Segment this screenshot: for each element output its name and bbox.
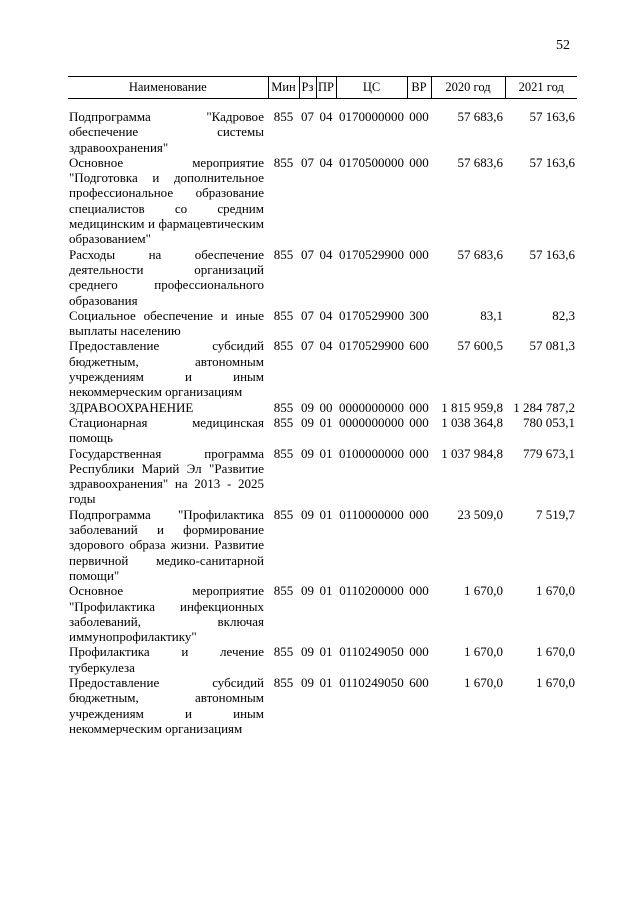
- row-vr: 000: [409, 154, 429, 170]
- row-min: 855: [273, 307, 294, 323]
- row-name: Предоставление субсидий бюджетным, автономным учреждениям и иным некоммерческим организациям: [69, 674, 264, 736]
- header-cs: ЦС: [336, 77, 407, 99]
- header-vr: ВР: [407, 77, 431, 99]
- row-cs: 0170529900: [339, 307, 404, 323]
- row-vr: 600: [409, 674, 429, 690]
- row-2021: 57 163,6: [529, 154, 575, 170]
- row-rz: 09: [301, 414, 314, 430]
- row-pr: 01: [319, 674, 333, 690]
- header-2021: 2021 год: [505, 77, 577, 99]
- row-pr: 04: [319, 109, 333, 124]
- row-2020: 1 815 959,8: [441, 399, 503, 415]
- row-pr: 04: [319, 246, 333, 262]
- page-number: 52: [556, 38, 570, 53]
- row-vr: 300: [409, 307, 429, 323]
- header-min: Мин: [268, 77, 299, 99]
- header-pr: ПР: [316, 77, 336, 99]
- row-min: 855: [273, 644, 294, 660]
- table-row: [68, 583, 577, 644]
- row-2020: 1 038 364,8: [441, 414, 503, 430]
- row-name: Предоставление субсидий бюджетным, автономным учреждениям и иным некоммерческим организациям: [69, 338, 264, 400]
- row-pr: 01: [319, 445, 333, 461]
- row-rz: 09: [301, 583, 314, 599]
- row-cs: 0000000000: [339, 399, 404, 415]
- row-2020: 1 670,0: [464, 674, 503, 690]
- row-cs: 0110200000: [339, 583, 404, 599]
- row-pr: 04: [319, 154, 333, 170]
- row-name: Основное мероприятие "Профилактика инфекционных заболеваний, включая иммунопрофилактику": [69, 583, 264, 645]
- table-row: [68, 415, 577, 446]
- table-row: [68, 338, 577, 399]
- row-pr: 01: [319, 644, 333, 660]
- row-vr: 000: [409, 506, 429, 522]
- row-2020: 1 670,0: [464, 644, 503, 660]
- row-2021: 7 519,7: [536, 506, 575, 522]
- row-rz: 09: [301, 506, 314, 522]
- table-row: [68, 644, 577, 675]
- row-2021: 57 163,6: [529, 246, 575, 262]
- row-2021: 57 163,6: [529, 109, 575, 124]
- row-cs: 0170529900: [339, 338, 404, 354]
- row-min: 855: [273, 399, 294, 415]
- row-pr: 01: [319, 583, 333, 599]
- row-cs: 0110249050: [339, 674, 404, 690]
- row-name: ЗДРАВООХРАНЕНИЕ: [69, 399, 194, 415]
- row-vr: 000: [409, 246, 429, 262]
- row-min: 855: [273, 414, 294, 430]
- row-cs: 0000000000: [339, 414, 404, 430]
- table-row: [68, 675, 577, 736]
- row-rz: 07: [301, 154, 314, 170]
- row-rz: 07: [301, 246, 314, 262]
- table-row: [68, 400, 577, 415]
- row-name: Профилактика и лечение туберкулеза: [69, 644, 264, 675]
- row-pr: 04: [319, 338, 333, 354]
- row-min: 855: [273, 674, 294, 690]
- row-cs: 0110249050: [339, 644, 404, 660]
- row-pr: 01: [319, 506, 333, 522]
- header-rz: Рз: [299, 77, 316, 99]
- row-min: 855: [273, 445, 294, 461]
- header-row: [68, 77, 577, 99]
- row-2020: 57 683,6: [457, 246, 503, 262]
- row-cs: 0100000000: [339, 445, 404, 461]
- row-pr: 01: [319, 414, 333, 430]
- row-cs: 0170500000: [339, 154, 404, 170]
- table-row: [68, 99, 577, 155]
- row-2021: 1 670,0: [536, 674, 575, 690]
- row-vr: 000: [409, 109, 429, 124]
- row-rz: 09: [301, 644, 314, 660]
- row-2021: 780 053,1: [523, 414, 575, 430]
- row-name: Стационарная медицинская помощь: [69, 414, 264, 446]
- row-2021: 57 081,3: [529, 338, 575, 354]
- row-2020: 57 683,6: [457, 109, 503, 124]
- row-2020: 1 037 984,8: [441, 445, 503, 461]
- row-cs: 0170529900: [339, 246, 404, 262]
- row-rz: 09: [301, 445, 314, 461]
- row-name: Подпрограмма "Профилактика заболеваний и формирование здорового образа жизни. Развитие первичной медико-санитарной помощи": [69, 506, 264, 583]
- row-2020: 23 509,0: [457, 506, 503, 522]
- row-2021: 779 673,1: [523, 445, 575, 461]
- table-row: [68, 155, 577, 247]
- row-pr: 00: [319, 399, 333, 415]
- row-vr: 000: [409, 644, 429, 660]
- row-cs: 0170000000: [339, 109, 404, 124]
- row-min: 855: [273, 506, 294, 522]
- row-rz: 07: [301, 338, 314, 354]
- row-vr: 000: [409, 399, 429, 415]
- row-pr: 04: [319, 307, 333, 323]
- row-min: 855: [273, 246, 294, 262]
- row-vr: 000: [409, 583, 429, 599]
- row-cs: 0110000000: [339, 506, 404, 522]
- row-name: Социальное обеспечение и иные выплаты населению: [69, 307, 264, 339]
- row-2021: 1 284 787,2: [513, 399, 575, 415]
- row-rz: 07: [301, 109, 314, 124]
- row-2020: 57 683,6: [457, 154, 503, 170]
- row-name: Подпрограмма "Кадровое обеспечение системы здравоохранения": [69, 109, 264, 155]
- row-name: Основное мероприятие "Подготовка и дополнительное профессиональное образование специалистов со средним медицинским и фармацевтическим образованием": [69, 154, 264, 247]
- table-row: [68, 247, 577, 308]
- row-name: Государственная программа Республики Марий Эл "Развитие здравоохранения" на 2013 - 2025 годы: [69, 445, 264, 507]
- row-min: 855: [273, 154, 294, 170]
- table-row: [68, 446, 577, 507]
- row-vr: 000: [409, 445, 429, 461]
- header-2020: 2020 год: [431, 77, 505, 99]
- row-vr: 600: [409, 338, 429, 354]
- row-2020: 83,1: [480, 307, 503, 323]
- row-min: 855: [273, 109, 294, 124]
- row-min: 855: [273, 338, 294, 354]
- row-2020: 57 600,5: [457, 338, 503, 354]
- row-2021: 1 670,0: [536, 644, 575, 660]
- row-min: 855: [273, 583, 294, 599]
- budget-table: [68, 76, 577, 736]
- row-2021: 82,3: [552, 307, 575, 323]
- row-name: Расходы на обеспечение деятельности организаций среднего профессионального образования: [69, 246, 264, 308]
- row-vr: 000: [409, 414, 429, 430]
- header-name: Наименование: [68, 77, 268, 99]
- table-row: [68, 507, 577, 583]
- table-row: [68, 308, 577, 339]
- row-2020: 1 670,0: [464, 583, 503, 599]
- row-rz: 09: [301, 674, 314, 690]
- row-2021: 1 670,0: [536, 583, 575, 599]
- row-rz: 07: [301, 307, 314, 323]
- row-rz: 09: [301, 399, 314, 415]
